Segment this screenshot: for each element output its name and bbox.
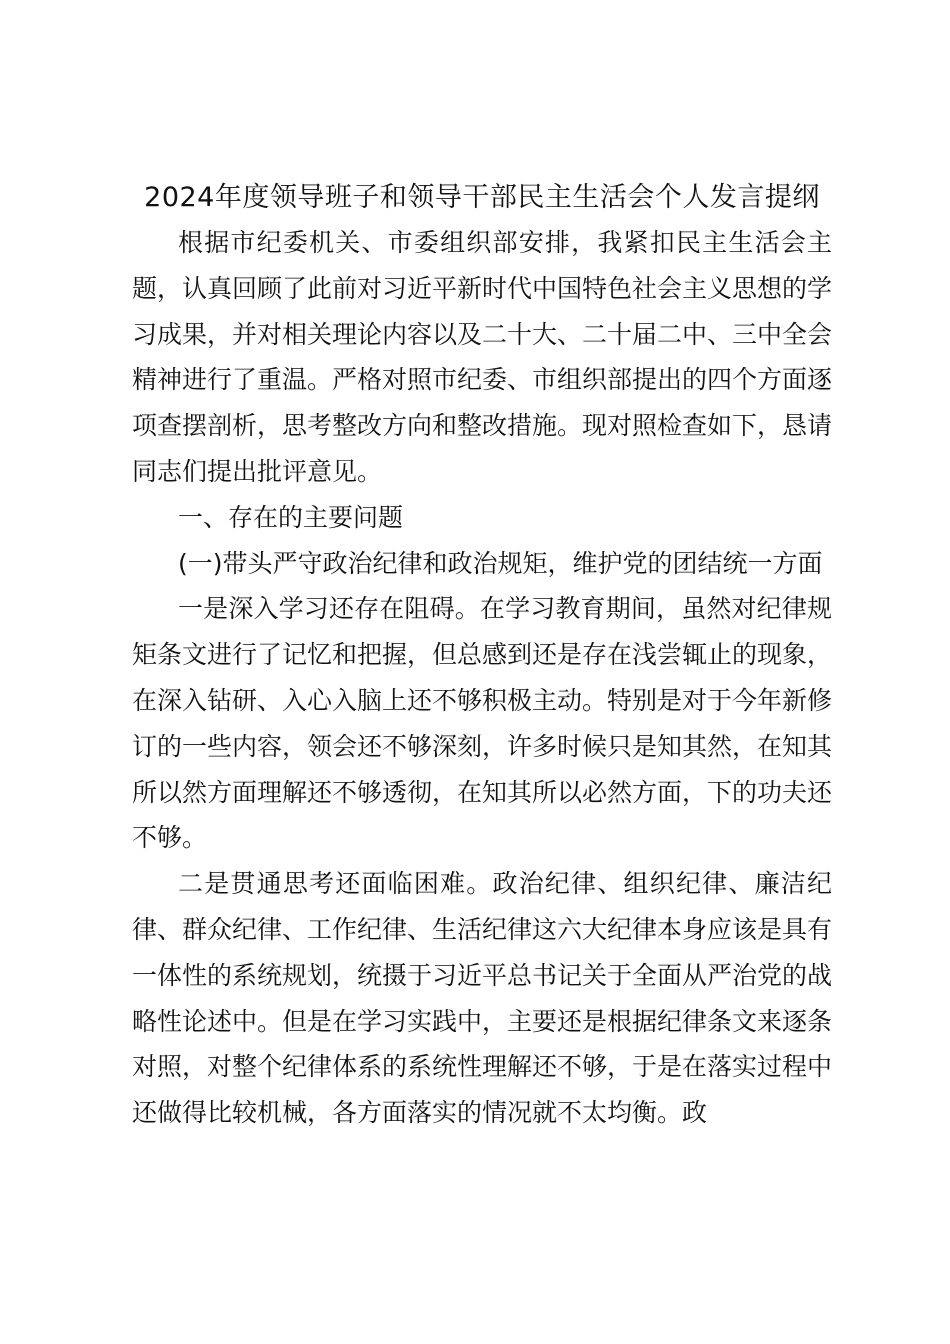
paragraph-point-1: 一是深入学习还存在阻碍。在学习教育期间，虽然对纪律规矩条文进行了记忆和把握，但总感到还是存在浅尝辄止的现象，在深入钻研、入心入脑上还不够积极主动。特别是对于今年新修订的一些内容，领会还不够深刻，许多时候只是知其然，在知其所以然方面理解还不够透彻，在知其所以必然方面，下的功夫还不够。 bbox=[132, 594, 833, 853]
paragraph-point-2: 二是贯通思考还面临困难。政治纪律、组织纪律、廉洁纪律、群众纪律、工作纪律、生活纪律这六大纪律本身应该是具有一体性的系统规划，统摄于习近平总书记关于全面从严治党的战略性论述中。但是在学习实践中，主要还是根据纪律条文来逐条对照，对整个纪律体系的系统性理解还不够，于是在落实过程中还做得比较机械，各方面落实的情况就不太均衡。政 bbox=[132, 869, 833, 1128]
section-heading-1: 一、存在的主要问题 bbox=[178, 502, 404, 532]
document-title: 2024年度领导班子和领导干部民主生活会个人发言提纲 bbox=[144, 182, 820, 213]
subsection-heading-1: (一)带头严守政治纪律和政治规矩，维护党的团结统一方面 bbox=[178, 548, 823, 578]
paragraph-intro: 根据市纪委机关、市委组织部安排，我紧扣民主生活会主题，认真回顾了此前对习近平新时代中国特色社会主义思想的学习成果，并对相关理论内容以及二十大、二十届二中、三中全会精神进行了重温。严格对照市纪委、市组织部提出的四个方面逐项查摆剖析，思考整改方向和整改措施。现对照检查如下，恳请同志们提出批评意见。 bbox=[132, 228, 833, 486]
document-body bbox=[132, 176, 832, 1136]
